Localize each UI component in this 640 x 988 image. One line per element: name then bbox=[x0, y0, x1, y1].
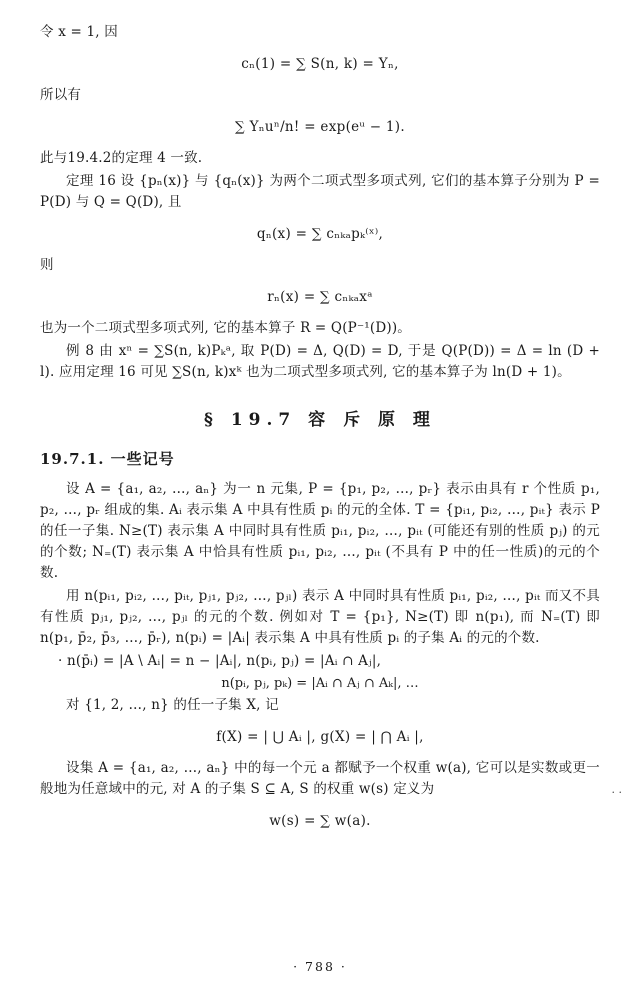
formula-generating-function bbox=[40, 115, 600, 139]
text-line-consistent-with-theorem4: 此与19.4.2的定理 4 一致. bbox=[40, 150, 203, 166]
text-line-then: 则 bbox=[40, 257, 54, 273]
formula-f-g-of-X bbox=[40, 725, 600, 749]
paragraph-subset-notation: 对 {1, 2, …, n} 的任一子集 X, 记 bbox=[66, 697, 279, 713]
formula-f-g-of-X-text: f(X) = | ⋃ Aᵢ |, g(X) = | ⋂ Aᵢ |, bbox=[216, 729, 424, 745]
formula-rn-x bbox=[40, 285, 600, 309]
bullet-complement-identity: · n(p̄ᵢ) = |A \ Aᵢ| = n − |Aᵢ|, n(pᵢ, pⱼ) = |Aᵢ ∩ Aⱼ|, bbox=[58, 653, 382, 669]
section-heading-inclusion-exclusion: § 19.7 容 斥 原 理 bbox=[204, 410, 436, 430]
example-8-text: 例 8 由 xⁿ = ∑S(n, k)Pₖᵃ, 取 P(D) = Δ, Q(D) = D, 于是 Q(P(D)) = Δ = ln (D + l). 应用定理 16 可见 ∑S(n, k)xᵏ 也为二项式型多项式列, 它的基本算子为 ln(D + 1)。 bbox=[40, 343, 600, 380]
formula-rn-x-text: rₙ(x) = ∑ cₙₖₐxᵃ bbox=[267, 289, 373, 305]
paragraph-weight-definition: 设集 A = {a₁, a₂, …, aₙ} 中的每一个元 a 都赋予一个权重 w(a), 它可以是实数或更一般地为任意域中的元, 对 A 的子集 S ⊆ A, S 的权重 w(s) 定义为 bbox=[40, 760, 600, 797]
paragraph-counting-function: 用 n(pᵢ₁, pᵢ₂, …, pᵢₜ, pⱼ₁, pⱼ₂, …, pⱼₗ) 表示 A 中同时具有性质 pᵢ₁, pᵢ₂, …, pᵢₜ 而又不具有性质 pⱼ₁, pⱼ₂, …, pⱼₗ 的元的个数. 例如对 T = {p₁}, N≥(T) 即 n(p₁), 而 N₌(T) 即 n(p₁, p̄₂, p̄₃, …, p̄ᵣ), n(pᵢ) = |Aᵢ| 表示集 A 中具有性质 pᵢ 的子集 Aᵢ 的元的个数. bbox=[40, 588, 600, 646]
text-line-let-x-equals-one: 令 x = 1, 因 bbox=[40, 24, 118, 40]
formula-cn-one-text: cₙ(1) = ∑ S(n, k) = Yₙ, bbox=[241, 56, 399, 72]
margin-dot-mark: · · bbox=[611, 786, 622, 799]
formula-weight-sum bbox=[40, 809, 600, 833]
theorem-16-statement: 定理 16 设 {pₙ(x)} 与 {qₙ(x)} 为两个二项式型多项式列, 它们的基本算子分别为 P = P(D) 与 Q = Q(D), 且 bbox=[40, 173, 600, 210]
text-line-binomial-type-sequence: 也为一个二项式型多项式列, 它的基本算子 R = Q(P⁻¹(D))。 bbox=[40, 320, 412, 336]
formula-cn-one bbox=[40, 52, 600, 76]
subsection-heading-notation: 19.7.1. 一些记号 bbox=[40, 450, 175, 468]
bullet-triple-intersection: n(pᵢ, pⱼ, pₖ) = |Aᵢ ∩ Aⱼ ∩ Aₖ|, … bbox=[221, 676, 419, 691]
paragraph-set-definitions: 设 A = {a₁, a₂, …, aₙ} 为一 n 元集, P = {p₁, p₂, …, pᵣ} 表示由具有 r 个性质 p₁, p₂, …, pᵣ 组成的集. Aᵢ 表示集 A 中具有性质 pᵢ 的元的全体. T = {pᵢ₁, pᵢ₂, …, pᵢₜ} 表示 P 的任一子集. N≥(T) 表示集 A 中同时具有性质 pᵢ₁, pᵢ₂, …, pᵢₜ (可能还有别的性质 pⱼ) 的元的个数; N₌(T) 表示集 A 中恰具有性质 pᵢ₁, pᵢ₂, …, pᵢₜ (不具有 P 中的任一性质)的元的个数. bbox=[40, 481, 600, 581]
page-number: · 788 · bbox=[293, 959, 347, 974]
formula-generating-function-text: ∑ Yₙuⁿ/n! = exp(eᵘ − 1). bbox=[235, 119, 405, 135]
text-line-therefore: 所以有 bbox=[40, 87, 82, 103]
formula-qn-x-text: qₙ(x) = ∑ cₙₖₐpₖ⁽ˣ⁾, bbox=[256, 226, 384, 242]
formula-qn-x bbox=[40, 222, 600, 246]
formula-weight-sum-text: w(s) = ∑ w(a). bbox=[269, 813, 371, 829]
